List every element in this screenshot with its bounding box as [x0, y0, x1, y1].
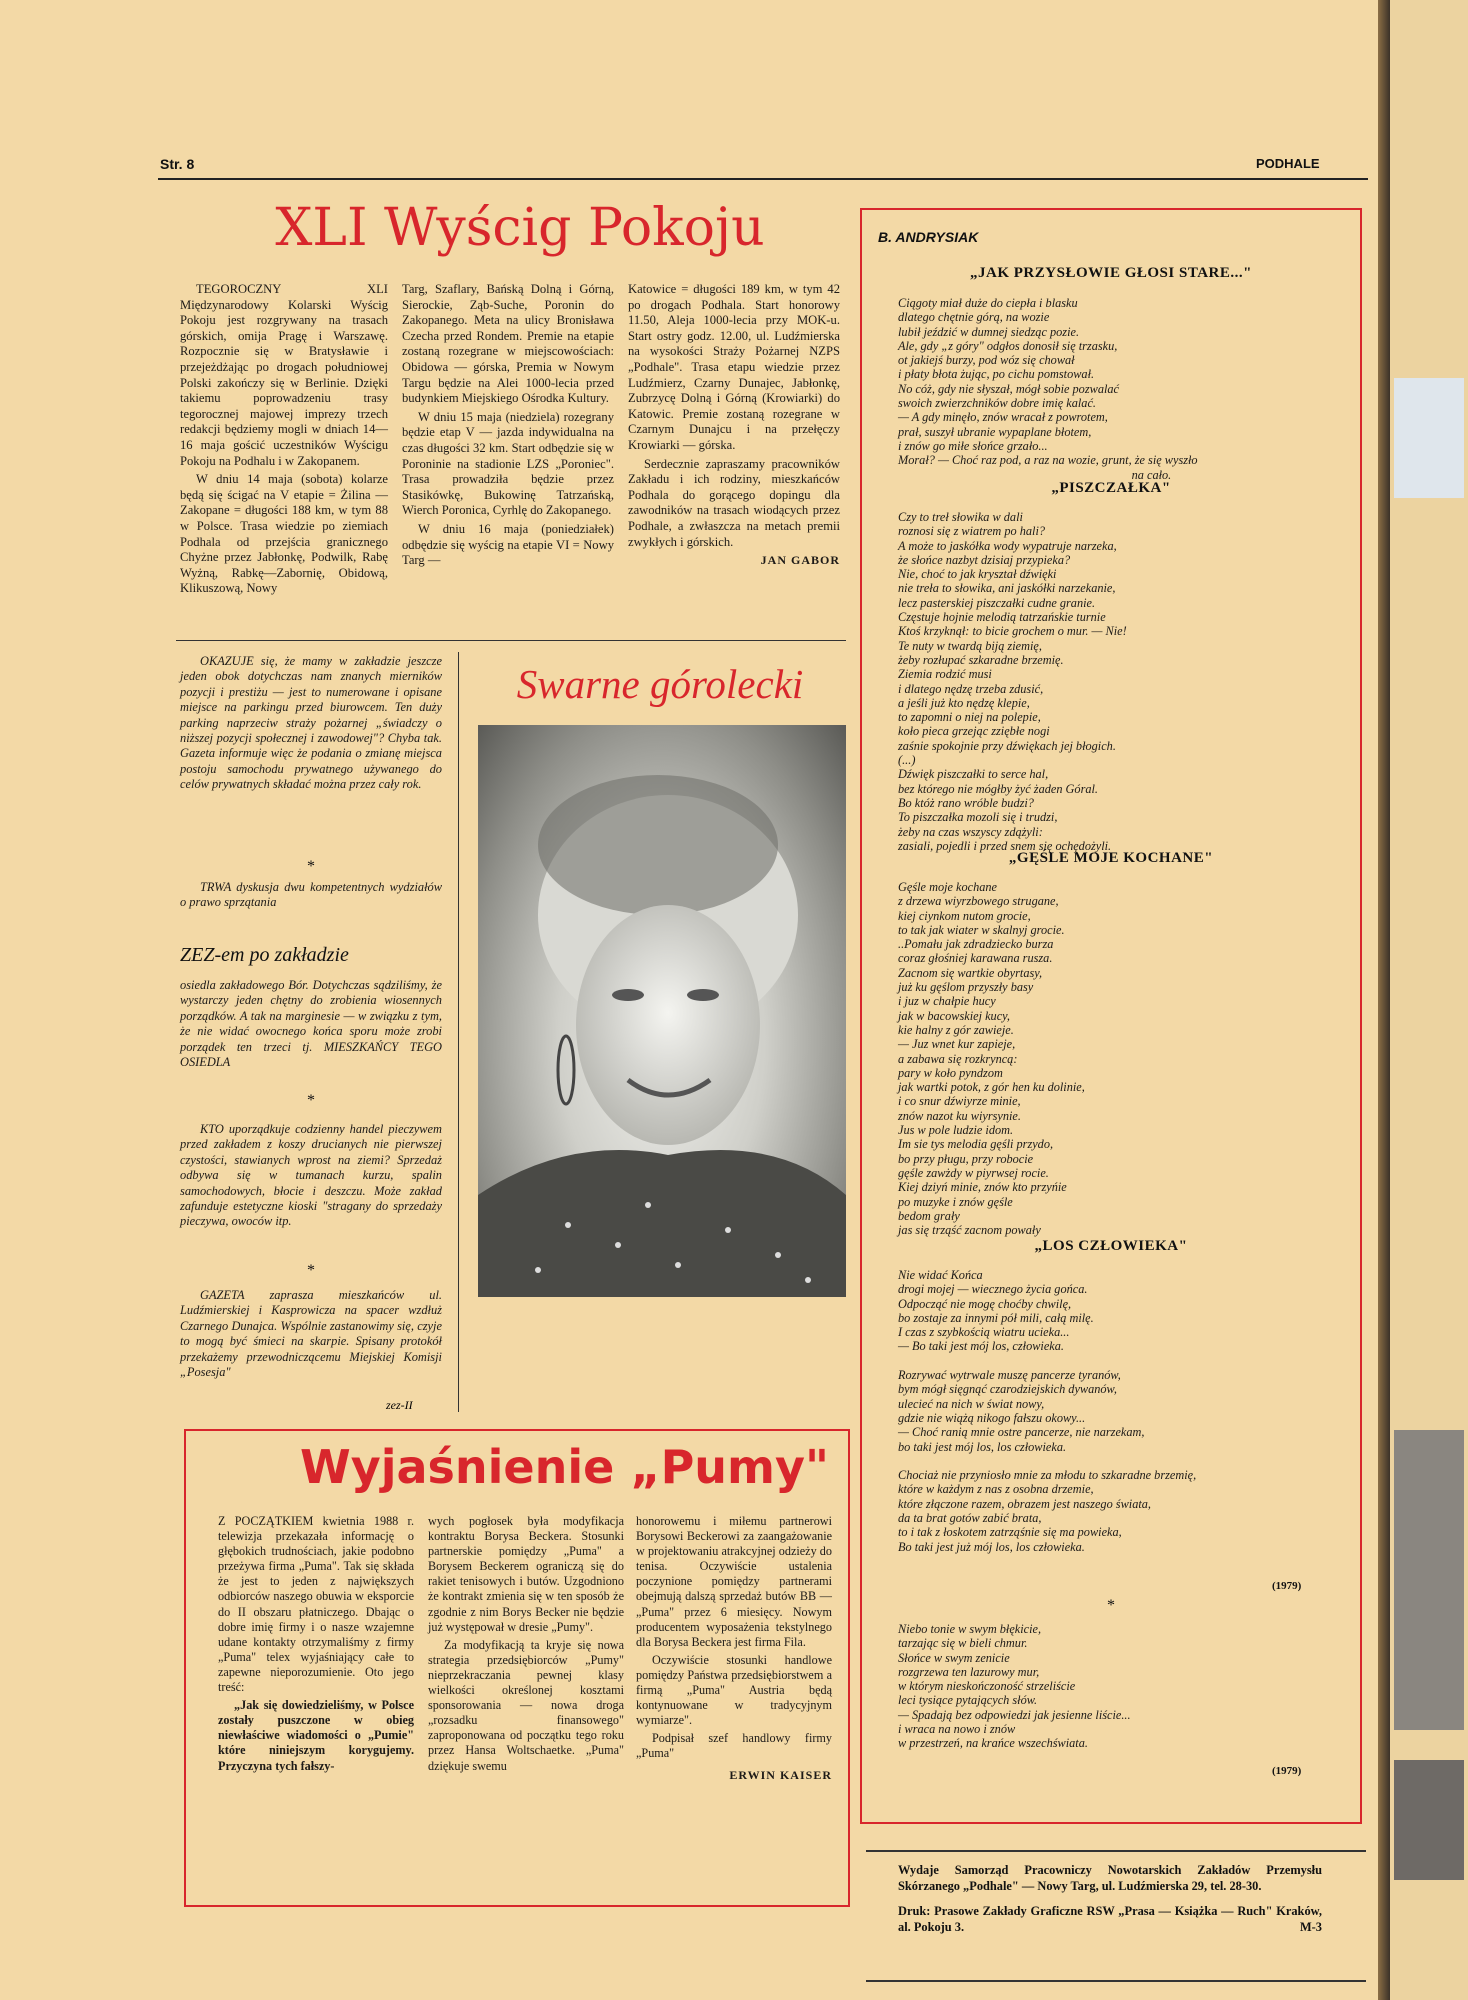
pumy-paragraph: wych pogłosek była modyfikacja kontraktu Borysa Beckera. Stosunki partnerskie pomiędzy „Puma" a Borysem Beckerem ograniczą się do rakiet tenisowych i butów. Uzgodniono że kontrakt zmienia się w ten sposób że zgodnie z nim Borys Becker nie będzie już występował w dresie „Pumy".	[428, 1514, 624, 1634]
note-walk	[180, 1288, 442, 1380]
race-article-col3	[628, 282, 840, 569]
pumy-col2	[428, 1514, 624, 1777]
race-paragraph: Targ, Szaflary, Bańską Dolną i Górną, Sierockie, Ząb-Suche, Poronin do Zakopanego. Meta na ulicy Bronisława Czecha przed Rondem. Premie na etapie zostaną rozegrane w miejscowościach: Obidowa — górska, Premia w Nowym Targu będzie na Alei 1000-lecia przed budynkiem Miejskiego Ośrodka Kultury.	[402, 282, 614, 406]
adjacent-page-photo	[1394, 1430, 1464, 1730]
pumy-paragraph: Oczywiście stosunki handlowe pomiędzy Państwa przedsiębiorstwem a firmą „Puma" Austria będą kontynuowane w tradycyjnym wymiarze".	[636, 1652, 832, 1728]
separator-star: *	[1107, 1597, 1115, 1614]
pumy-col3	[636, 1514, 832, 1783]
pumy-paragraph: Podpisał szef handlowy firmy „Puma"	[636, 1731, 832, 1761]
note-text: KTO uporządkuje codzienny handel pieczywem przed zakładem z koszy drucianych nie pierwszej czystości, stawianych wprost na ziemi? Sprzedaż odbywa się w tumanach kurzu, spalin samochodowych, błocie i deszczu. Może zakład zafunduje estetyczne kioski "stragany do sprzedaży pieczywa, owoców itp.	[180, 1122, 442, 1229]
imprint-printer-text: Druk: Prasowe Zakłady Graficzne RSW „Prasa — Książka — Ruch" Kraków, al. Pokoju 3.	[898, 1904, 1322, 1934]
poem-year: (1979)	[1272, 1580, 1302, 1592]
imprint-code: M-3	[1299, 1919, 1322, 1934]
note-settlement	[180, 978, 442, 1070]
section-rule	[176, 640, 846, 641]
race-paragraph: W dniu 14 maja (sobota) kolarze będą się ścigać na V etapie = Żilina — Zakopane = długości 188 km, w tym 88 w Polsce. Trasa wiedzie po ziemiach Podhala od przejścia granicznego Chyżne przez Jabłonkę, Podwilk, Rabę Wyżną, Rabkę—Zabornię, Obidową, Klikuszową, Nowy	[180, 472, 388, 596]
poem-text: Gęśle moje kochane z drzewa wiyrzbowego strugane, kiej ciynkom nutom grocie, to tak jak wiater w skalnyj grocie. ..Pomału jak zdradziecko burza coraz głośniej karawana rusza. Zacnom się wartkie obyrtasy, już ku gęślom przyszły basy i juz w chałpie hucy jak w bacowskiej kucy, kie halny z gór zawieje. — Juz wnet kur zapieje, a zabawa się rozkryncą: pary w koło pyndzom jak wartki potok, z gór hen ku dolinie, i co snur dźwiyrze minie, znów nazot ku wiyrsynie. Jus w pole ludzie idom. Im sie tys melodia gęśli przydo, bo przy pługu, przy robocie gęśle zawżdy w piyrwsej rocie. Kiej dziyń minie, znów kto przyńie po muzyke i znów gęśle bedom grały jas się trząść zacnom powały	[898, 880, 1085, 1238]
poem-text: Ciągoty miał duże do ciepła i blasku dlatego chętnie górą, na wozie lubił jeździć w dumnej siedząc pozie. Ale, gdy „z góry" odgłos donosił się trzasku, ot jakiejś burzy, pod wóz się chował i płaty błota żując, po cichu pomstował. No cóż, gdy nie słyszał, mógł sobie pozwalać swoich zwierzchników dobre imię kalać. — A gdy minęło, znów wracał z powrotem, prał, suszył ubranie wypaplane błotem, i znów go miłe słońce grzało... Morał? — Choć raz pod, a raz na wozie, grunt, że się wyszło na cało.	[898, 296, 1198, 482]
race-paragraph: W dniu 15 maja (niedziela) rozegrany będzie etap V — jazda indywidualna na czas długości 32 km. Start odbędzie się w Poroninie na stadionie LZS „Poroniec". Trasa prowadziła będzie przez Stasikówkę, Bukowinę Tatrzańską, Wierch Poronica, Cyrhlę do Zakopanego.	[402, 409, 614, 518]
separator-star: *	[307, 1262, 315, 1279]
note-text: osiedla zakładowego Bór. Dotychczas sądziliśmy, że wystarczy jeden chętny do zrobienia wiosennych porządków. A tak na marginesie — w związku z tym, że nie widać owocnego końca sporu może zrobi porządek ten trzeci tj. MIESZKAŃCY TEGO OSIEDLA	[180, 978, 442, 1070]
portrait-photo	[478, 725, 846, 1297]
column-title: ZEZ-em po zakładzie	[180, 944, 349, 966]
imprint-printer	[898, 1904, 1322, 1935]
paper-name: PODHALE	[1256, 156, 1320, 171]
race-article-title: XLI Wyścig Pokoju	[275, 198, 765, 258]
pumy-paragraph: honorowemu i miłemu partnerowi Borysowi Beckerowi za zaangażowanie w projektowaniu atrakcyjnej odzieży do tenisa. Oczywiście ustalenia poczynione pomiędzy partnerami obejmują dalszą sprzedaż butów BB — „Puma" przez 6 miesięcy. Nowym producentem wyposażenia tekstylnego dla Borysa Beckera jest firma Fila.	[636, 1514, 832, 1649]
poem-year: (1979)	[1272, 1765, 1302, 1777]
imprint-publisher: Wydaje Samorząd Pracowniczy Nowotarskich Zakładów Przemysłu Skórzanego „Podhale" — Nowy Targ, ul. Ludźmierska 29, tel. 28-30.	[898, 1863, 1322, 1893]
poem-title: „PISZCZAŁKA"	[1051, 480, 1171, 496]
race-paragraph: TEGOROCZNY XLI Międzynarodowy Kolarski Wyścig Pokoju jest rozgrywany na trasach górskich, omija Pragę i Warszawę. Rozpocznie się w Bratysławie i przejeżdżając po drogach południowej Polski zakończy się w Berlinie. Dzięki takiemu poprowadzeniu trasy tegorocznej majowej imprezy trzech redakcji będziemy mogli w dniach 14—16 maja gościć uczestników Wyścigu Pokoju na Podhalu i w Zakopanem.	[180, 282, 388, 468]
poem-title: „JAK PRZYSŁOWIE GŁOSI STARE..."	[970, 265, 1252, 281]
photo-title: Swarne górolecki	[516, 661, 804, 707]
note-dispute	[180, 880, 442, 911]
note-parking	[180, 654, 442, 793]
poem-text: Nie widać Końca drogi mojej — wiecznego życia gońca. Odpocząć nie mogę choćby chwilę, bo zostaje za innymi pół mili, całą milę. I czas z szybkością wiatru ucieka... — Bo taki jest mój los, człowieka. Rozrywać wytrwale muszę pancerze tyranów, bym mógł sięgnąć czarodziejskich dywanów, ulecieć na nich w świat nowy, gdzie nie wiążą nikogo fałszu okowy... — Choć ranią mnie ostre pancerze, nie narzekam, bo taki jest mój los, los człowieka. Chociaż nie przyniosło mnie za młodu to szkaradne brzemię, które w każdym z nas z osobna drzemie, które złączone razem, obrazem jest naszego świata, da ta brat gotów zabić brata, to i tak z łoskotem zatrząśnie się ma powieka, Bo taki jest już mój los, los człowieka.	[898, 1268, 1197, 1554]
poem-title: „GĘŚLE MOJE KOCHANE"	[1008, 850, 1214, 866]
pumy-paragraph-bold: „Jak się dowiedzieliśmy, w Polsce zostały puszczone w obieg niewłaściwe wiadomości o „Pumie" które niniejszym korygujemy. Przyczyna tych fałszy-	[218, 1698, 414, 1773]
header-rule	[158, 178, 1368, 180]
race-paragraph: W dniu 16 maja (poniedziałek) odbędzie się wyścig na etapie VI = Nowy Targ —	[402, 521, 614, 568]
imprint	[898, 1863, 1322, 1935]
note-text: OKAZUJE się, że mamy w zakładzie jeszcze jeden obok dotychczas nam znanych mierników pozycji i prestiżu — jest to numerowane i opisane miejsce na parkingu przed biurowcem. Ten duży parking naprzeciw straży pożarnej „świadczy o niższej pozycji społecznej i zawodowej"? Chyba tak. Gazeta informuje więc że podania o zmianę miejsca postoju samochodu prywatnego używanego do celów prywatnych składać można przez cały rok.	[180, 654, 442, 792]
pumy-article-title: Wyjaśnienie „Pumy"	[300, 1440, 829, 1494]
adjacent-page-graphic	[1394, 378, 1464, 498]
poem-text: Niebo tonie w swym błękicie, tarzając się w bieli chmur. Słońce w swym zenicie rozgrzewa ten lazurowy mur, w którym nieskończoność strzeliście leci tysiące pytających słów. — Spadają bez odpowiedzi jak jesienne liście... i wraca na nowo i znów w przestrzeń, na krańce wszechświata.	[898, 1622, 1131, 1751]
poems-author: B. ANDRYSIAK	[878, 229, 979, 245]
note-bread	[180, 1122, 442, 1230]
column-signature: zez-II	[386, 1398, 413, 1412]
poem-title: „LOS CZŁOWIEKA"	[1034, 1238, 1188, 1254]
race-paragraph: Katowice = długości 189 km, w tym 42 po drogach Podhala. Start honorowy 11.50, Aleja 1000-lecia przy MOK-u. Start ostry godz. 12.00, ul. Ludźmierska na wysokości Straży Pożarnej NZPS „Podhale". Trasa etapu wiedzie przez Ludźmierz, Czarny Dunajec, Jabłonkę, Zubrzycę Dolną i Górną (Krowiarki) do Katowic. Premie zostaną rozegrane w Czarnym Dunajcu i na przełęczy Krowiarki — górska.	[628, 282, 840, 452]
pumy-author: ERWIN KAISER	[729, 1767, 832, 1782]
page-fold	[1378, 0, 1390, 2000]
separator-star: *	[307, 1092, 315, 1109]
race-author: JAN GABOR	[760, 553, 840, 568]
pumy-paragraph: Z POCZĄTKIEM kwietnia 1988 r. telewizja przekazała informację o głębokich trudnościach, jakie podobno przeżywa firma „Puma". Tak się składa że jest to jeden z największych odbiorców naszego obuwia w eksporcie do II obszaru płatniczego. Dbając o dobre imię firmy i o nasze wzajemne udane kontakty otrzymaliśmy z firmy „Puma" telex wyjaśniający całe to zapewne nieporozumienie. Oto jego treść:	[218, 1514, 414, 1695]
adjacent-page-edge	[1390, 0, 1468, 2000]
race-article-col2	[402, 282, 614, 572]
note-text: GAZETA zaprasza mieszkańców ul. Ludźmierskiej i Kasprowicza na spacer wzdłuż Czarnego Dunajca. Wspólnie zastanowimy się, czyje to mogą być śmieci na skarpie. Spisany protokół przekażemy przewodniczącemu Miejskiej Komisji „Posesja"	[180, 1288, 442, 1380]
separator-star: *	[307, 858, 315, 875]
page-number: Str. 8	[160, 156, 195, 172]
race-article-col1	[180, 282, 388, 600]
column-divider	[458, 652, 459, 1412]
poem-text: Czy to treł słowika w dali roznosi się z wiatrem po hali? A może to jaskółka wody wypatruje narzeka, że słońce nazbyt dzisiaj przypieka? Nie, choć to jak kryształ dźwięki nie treła to słowika, ani jaskółki narzekanie, lecz pasterskiej piszczałki cudne granie. Częstuje hojnie melodią tatrzańskie turnie Ktoś krzyknął: to bicie grochem o mur. — Nie! Te nuty w twardą biją ziemię, żeby rozłupać szkaradne brzemię. Ziemia rodzić musi i dlatego nędzę trzeba zdusić, a jeśli już kto nędzę klepie, to zapomni o niej na polepie, koło pieca grzejąc zziębłe nogi zaśnie spokojnie przy dźwiękach jej błogich. (...) Dźwięk piszczałki to serce hal, bez którego nie mógłby żyć żaden Góral. Bo któż rano wróble budzi? To piszczałka mozoli się i trudzi, żeby na czas wszyscy zdążyli: zasiali, pojedli i przed snem się ochędożyli.	[898, 510, 1127, 853]
note-text: TRWA dyskusja dwu kompetentnych wydziałów o prawo sprzątania	[180, 880, 442, 910]
race-paragraph: Serdecznie zapraszamy pracowników Zakładu i ich rodziny, mieszkańców Podhala do gorącego dopingu dla zawodników na trasach wiodących przez Podhale, a zwłaszcza na metach premii zwykłych i górskich.	[628, 456, 840, 549]
pumy-paragraph: Za modyfikacją ta kryje się nowa strategia przedsiębiorców „Pumy" nieprzekraczania pewnej klasy wielkości określonej kosztami sponsorowania — nowa droga „rozsadku finansowego" zaproponowana od początku tego roku przez Hansa Woltschaetke. „Puma" dziękuje swemu	[428, 1637, 624, 1773]
pumy-col1	[218, 1514, 414, 1777]
adjacent-page-photo	[1394, 1760, 1464, 1880]
portrait-image	[478, 725, 846, 1297]
